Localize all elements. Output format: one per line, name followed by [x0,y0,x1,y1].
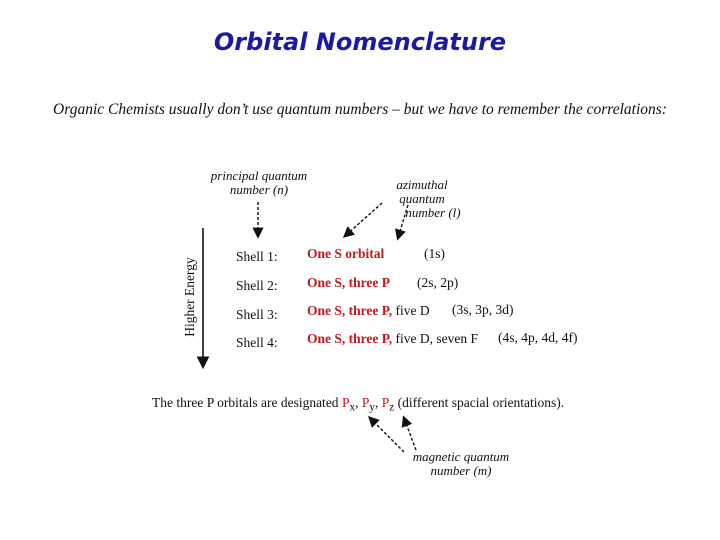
shell-4-row [236,335,278,351]
shell-1-config: (1s) [424,246,445,261]
shell-2-row [236,278,278,294]
shell-1-row [236,249,278,265]
shell-name: Shell 1: [236,249,278,264]
page-title: Orbital Nomenclature [213,28,507,56]
shell-3-row [236,307,278,323]
shell-2-orbitals: One S, three P [307,275,390,290]
shell-3-config: (3s, 3p, 3d) [452,302,514,317]
shell-4-orbitals: One S, three P, five D, seven F [307,331,478,346]
shell-2-config: (2s, 2p) [417,275,459,290]
p-orbital-note: The three P orbitals are designated $P_x$, $P_y$, $P_z$ (different spacial orientations). [152,395,565,414]
intro-text: Organic Chemists usually don’t use quantum numbers – but we have to remember the correlations: [53,101,667,118]
shell-4-config: (4s, 4p, 4d, 4f) [498,330,578,345]
shell-name: Shell 2: [236,278,278,293]
magnetic-arrow-right [404,418,416,450]
magnetic-arrow-left [370,418,404,452]
higher-energy-label: Higher Energy [182,257,197,337]
azimuthal-label: azimuthal quantum number (l) [396,177,461,220]
shell-3-orbitals: One S, three P, five D [307,303,430,318]
magnetic-label: magnetic quantum number (m) [412,449,510,478]
shell-1-orbitals: One S orbital [307,246,385,261]
shell-name: Shell 3: [236,307,278,322]
shell-name: Shell 4: [236,335,278,350]
principal-label: principal quantum number (n) [210,168,308,197]
